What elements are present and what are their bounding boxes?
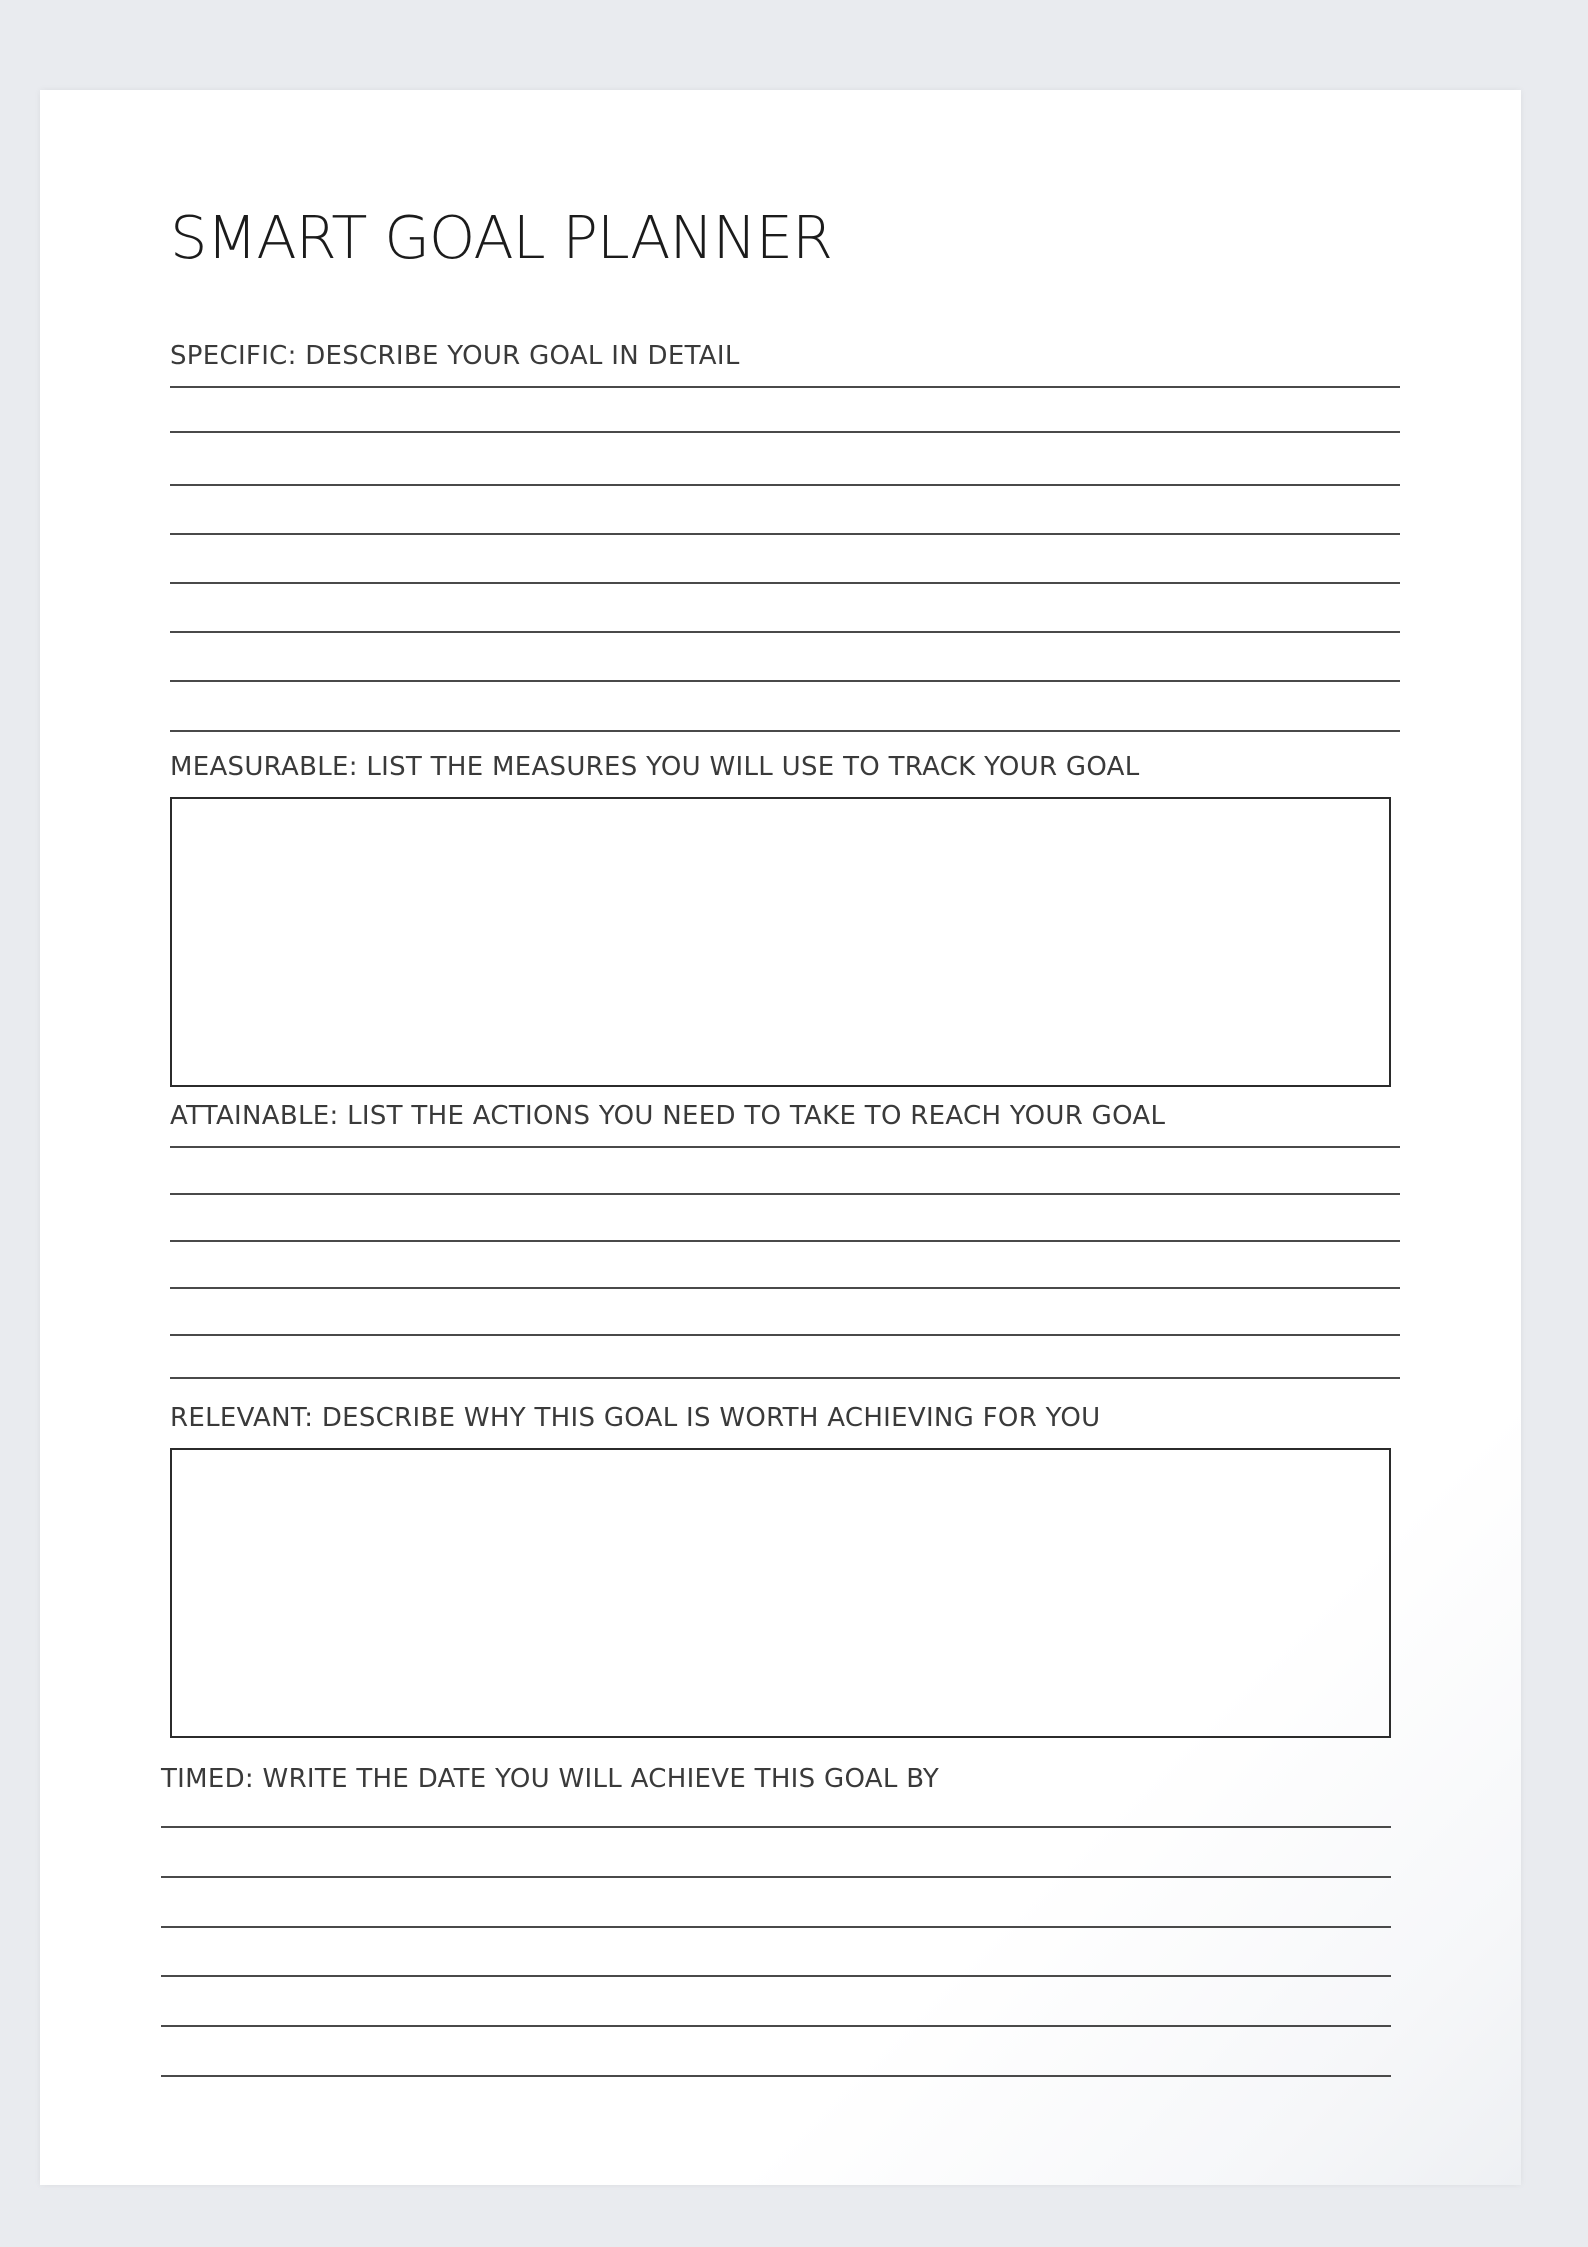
writing-line[interactable] [170, 533, 1400, 535]
specific-label: SPECIFIC: DESCRIBE YOUR GOAL IN DETAIL [170, 341, 740, 371]
writing-line[interactable] [170, 1287, 1400, 1289]
writing-line[interactable] [170, 730, 1400, 732]
writing-line[interactable] [170, 1240, 1400, 1242]
planner-sheet [40, 90, 1521, 2185]
writing-line[interactable] [170, 631, 1400, 633]
writing-line[interactable] [161, 2075, 1391, 2077]
attainable-label: ATTAINABLE: LIST THE ACTIONS YOU NEED TO TAKE TO REACH YOUR GOAL [170, 1101, 1166, 1131]
writing-line[interactable] [161, 1826, 1391, 1828]
measurable-answer-box[interactable] [170, 797, 1391, 1087]
relevant-label: RELEVANT: DESCRIBE WHY THIS GOAL IS WORTH ACHIEVING FOR YOU [170, 1403, 1101, 1433]
writing-line[interactable] [170, 386, 1400, 388]
writing-line[interactable] [170, 582, 1400, 584]
writing-line[interactable] [170, 431, 1400, 433]
writing-line[interactable] [170, 1377, 1400, 1379]
writing-line[interactable] [161, 2025, 1391, 2027]
writing-line[interactable] [161, 1926, 1391, 1928]
writing-line[interactable] [170, 1193, 1400, 1195]
relevant-answer-box[interactable] [170, 1448, 1391, 1738]
writing-line[interactable] [170, 1334, 1400, 1336]
timed-label: TIMED: WRITE THE DATE YOU WILL ACHIEVE THIS GOAL BY [161, 1764, 940, 1794]
writing-line[interactable] [161, 1975, 1391, 1977]
writing-line[interactable] [170, 680, 1400, 682]
page-title: SMART GOAL PLANNER [170, 203, 833, 272]
writing-line[interactable] [170, 484, 1400, 486]
writing-line[interactable] [170, 1146, 1400, 1148]
writing-line[interactable] [161, 1876, 1391, 1878]
measurable-label: MEASURABLE: LIST THE MEASURES YOU WILL USE TO TRACK YOUR GOAL [170, 752, 1140, 782]
